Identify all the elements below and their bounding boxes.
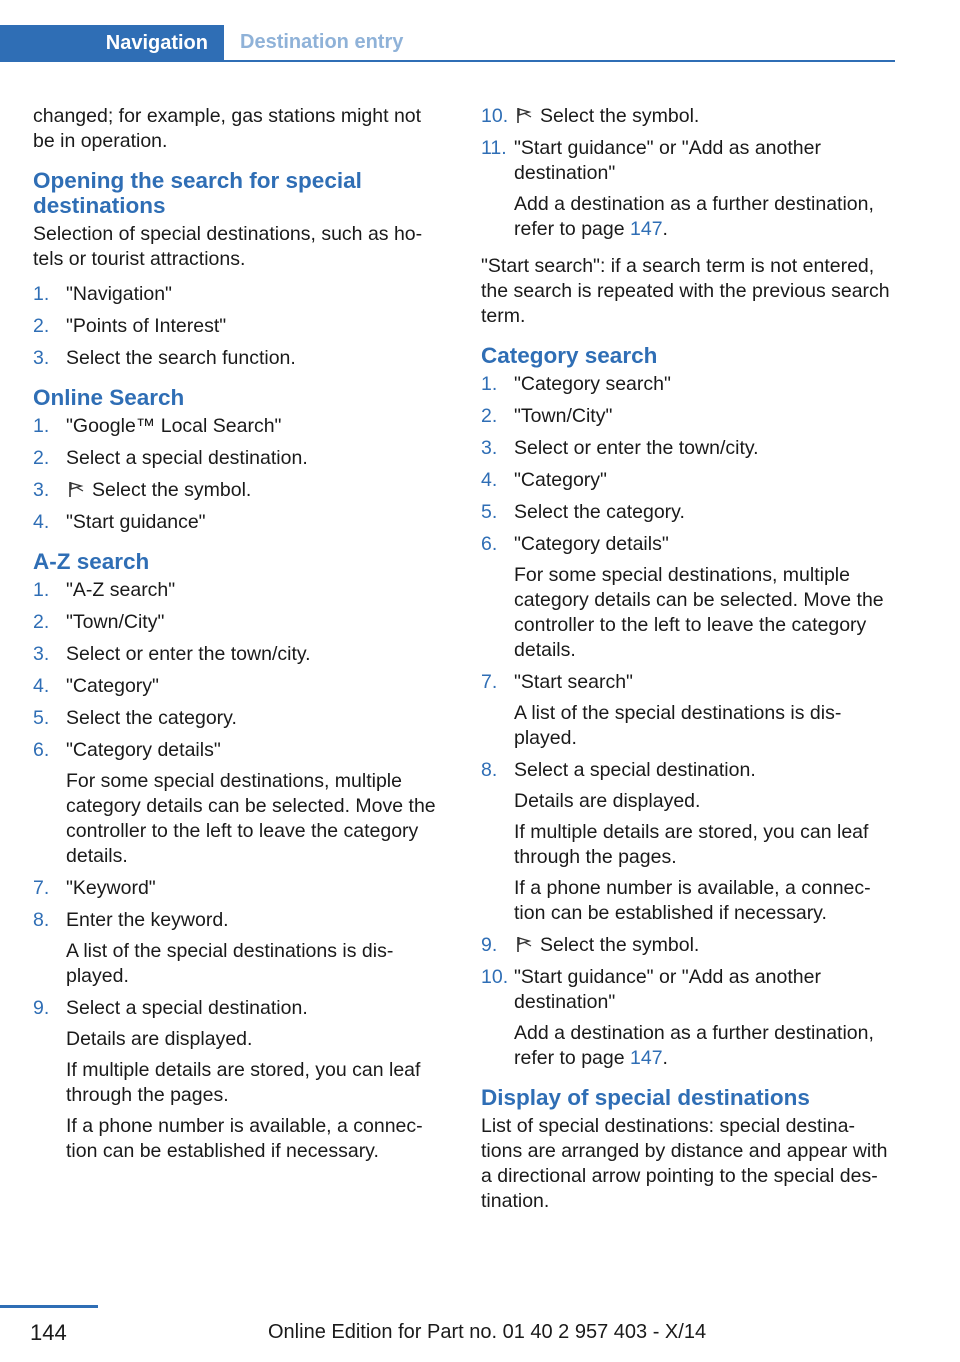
list-item: 2. "Town/City" — [33, 611, 165, 633]
list-item: 1. "A-Z search" — [33, 579, 176, 601]
category-steps — [481, 372, 895, 1071]
page-link[interactable]: 147 — [630, 1047, 663, 1069]
list-item: 6. "Category details" For some special destinations, multiple category details can be selected. Move the controller to the left to leave the category details. — [33, 739, 436, 867]
flag-symbol-icon — [514, 105, 534, 125]
start-search-note: "Start search": if a search term is not entered, the search is repeated with the previous search term. — [481, 255, 890, 327]
list-item: 7. "Start search" A list of the special destinations is dis-played. — [481, 671, 842, 749]
list-item: 9. Select the symbol. — [481, 934, 700, 956]
list-item: 1. "Category search" — [481, 373, 671, 395]
flag-symbol-icon — [514, 934, 534, 954]
list-item: 3. Select the symbol. — [33, 479, 252, 501]
list-item: 4. "Start guidance" — [33, 511, 206, 533]
list-item: 4. "Category" — [481, 469, 607, 491]
heading-opening-search: Opening the search for special destinations — [33, 168, 362, 218]
heading-online-search: Online Search — [33, 385, 185, 410]
list-item: 8. Enter the keyword. A list of the special destinations is dis-played. — [33, 909, 394, 987]
list-item: 6. "Category details" For some special destinations, multiple category details can be selected. Move the controller to the left to leave the category details. — [481, 533, 884, 661]
continued-steps — [481, 104, 895, 242]
list-item: 3. Select the search function. — [33, 347, 296, 369]
heading-display-special-destinations: Display of special destinations — [481, 1085, 810, 1110]
heading-az-search: A-Z search — [33, 549, 150, 574]
display-description: List of special destinations: special destina-tions are arranged by distance and appear with a directional arrow pointing to the special des-tination. — [481, 1115, 888, 1212]
list-item: 4. "Category" — [33, 675, 159, 697]
az-steps — [33, 578, 447, 1164]
right-column — [481, 104, 895, 1224]
list-item: 1. "Google™ Local Search" — [33, 415, 282, 437]
list-item: 10. Select the symbol. — [481, 105, 700, 127]
section-tab-destination-entry[interactable]: Destination entry — [240, 31, 404, 53]
list-item: 2. "Points of Interest" — [33, 315, 227, 337]
list-item: 7. "Keyword" — [33, 877, 156, 899]
flag-symbol-icon — [66, 479, 86, 499]
edition-footer: Online Edition for Part no. 01 40 2 957 403 - X/14 — [268, 1321, 707, 1343]
heading-category-search: Category search — [481, 343, 658, 368]
list-item: 11. "Start guidance" or "Add as another destination" Add a destination as a further destination, refer to page 147. — [481, 137, 874, 240]
list-item: 9. Select a special destination. Details are displayed. If multiple details are stored, you can leaf through the pages. If a phone number is available, a connec-tion can be established if necessary. — [33, 997, 423, 1162]
page-number-rule — [0, 1305, 98, 1308]
list-item: 3. Select or enter the town/city. — [33, 643, 311, 665]
online-steps — [33, 414, 447, 535]
page-link[interactable]: 147 — [630, 218, 663, 240]
page-header — [0, 25, 895, 62]
list-item: 2. Select a special destination. — [33, 447, 308, 469]
section-tab-navigation[interactable]: Navigation — [0, 25, 224, 62]
list-item: 10. "Start guidance" or "Add as another destination" Add a destination as a further destination, refer to page 147. — [481, 966, 874, 1069]
intro-text: changed; for example, gas stations might not be in operation. — [33, 105, 422, 152]
list-item: 5. Select the category. — [33, 707, 237, 729]
list-item: 1. "Navigation" — [33, 283, 172, 305]
list-item: 2. "Town/City" — [481, 405, 613, 427]
list-item: 3. Select or enter the town/city. — [481, 437, 759, 459]
opening-steps — [33, 282, 447, 371]
header-rule — [0, 60, 895, 62]
left-column — [33, 104, 447, 1176]
list-item: 8. Select a special destination. Details are displayed. If multiple details are stored, you can leaf through the pages. If a phone number is available, a connec-tion can be established if necessary. — [481, 759, 871, 924]
list-item: 5. Select the category. — [481, 501, 685, 523]
opening-description: Selection of special destinations, such as ho-tels or tourist attractions. — [33, 223, 423, 270]
page-number: 144 — [30, 1320, 67, 1345]
